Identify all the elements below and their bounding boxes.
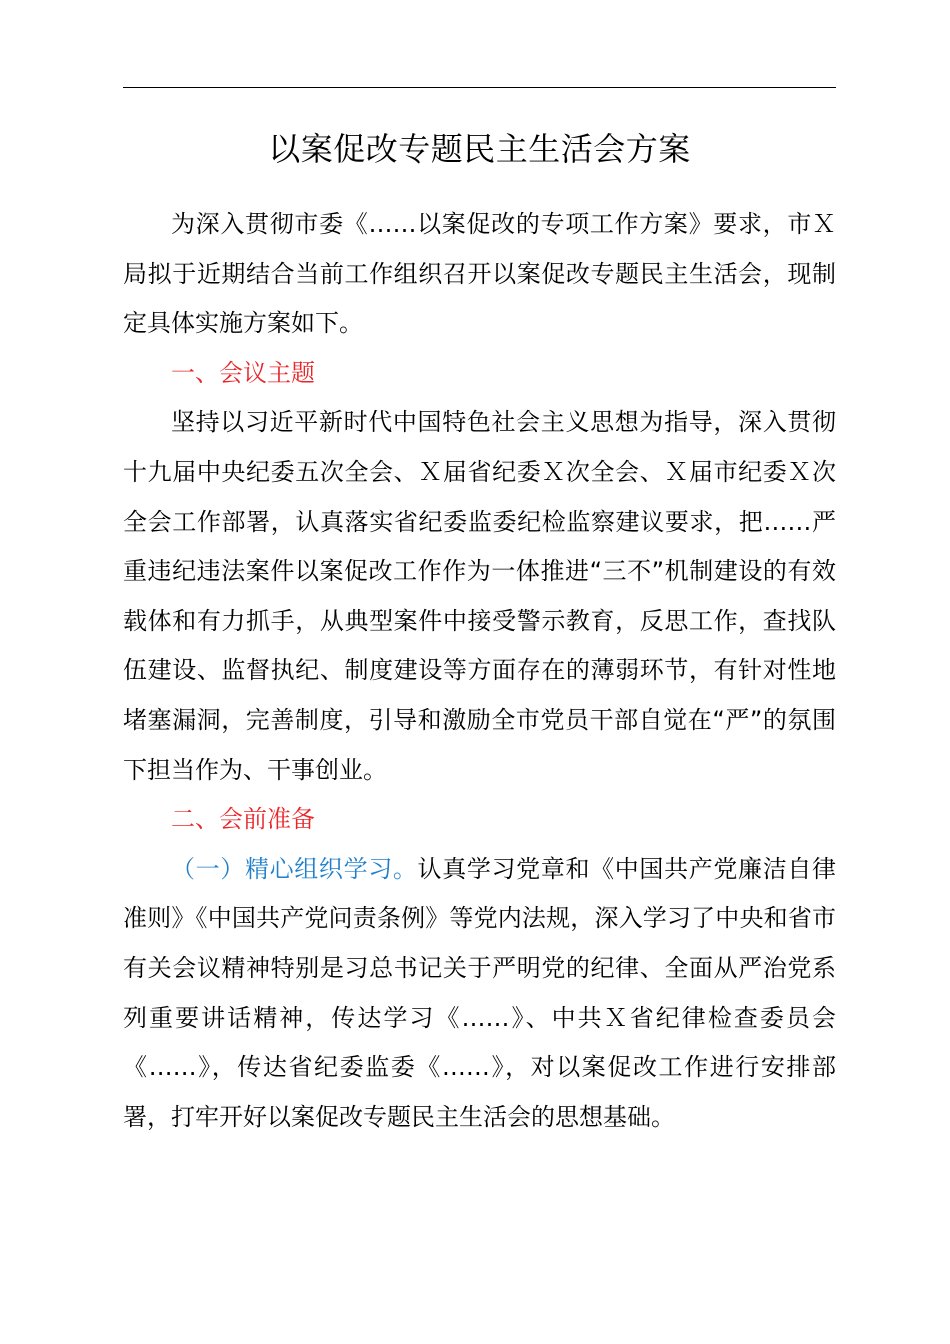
subheading-organize-study: （一）精心组织学习。 <box>171 854 418 883</box>
header-rule <box>123 87 836 88</box>
study-paragraph-text: 认真学习党章和《中国共产党廉洁自律准则》《中国共产党问责条例》等党内法规，深入学习了中央和省市有关会议精神特别是习总书记关于严明党的纪律、全面从严治党系列重要讲话精神，传达学习《……》、中共Ｘ省纪律检查委员会《……》，传达省纪委监委《……》，对以案促改工作进行安排部署，打牢开好以案促改专题民主生活会的思想基础。 <box>123 854 837 1131</box>
meeting-theme-paragraph: 坚持以习近平新时代中国特色社会主义思想为指导，深入贯彻十九届中央纪委五次全会、Ｘ届省纪委Ｘ次全会、Ｘ届市纪委Ｘ次全会工作部署，认真落实省纪委监委纪检监察建议要求，把……严重违纪违法案件以案促改工作作为一体推进“三不”机制建设的有效载体和有力抓手，从典型案件中接受警示教育，反思工作，查找队伍建设、监督执纪、制度建设等方面存在的薄弱环节，有针对性地堵塞漏洞，完善制度，引导和激励全市党员干部自觉在“严”的氛围下担当作为、干事创业。 <box>123 408 836 784</box>
study-paragraph <box>123 845 836 1143</box>
intro-paragraph: 为深入贯彻市委《……以案促改的专项工作方案》要求，市Ｘ局拟于近期结合当前工作组织召开以案促改专题民主生活会，现制定具体实施方案如下。 <box>123 210 836 338</box>
document-body <box>123 200 836 1142</box>
section-heading-preparation: 二、会前准备 <box>171 805 315 834</box>
section-heading-meeting-theme: 一、会议主题 <box>171 358 315 387</box>
document-title: 以案促改专题民主生活会方案 <box>268 130 691 168</box>
